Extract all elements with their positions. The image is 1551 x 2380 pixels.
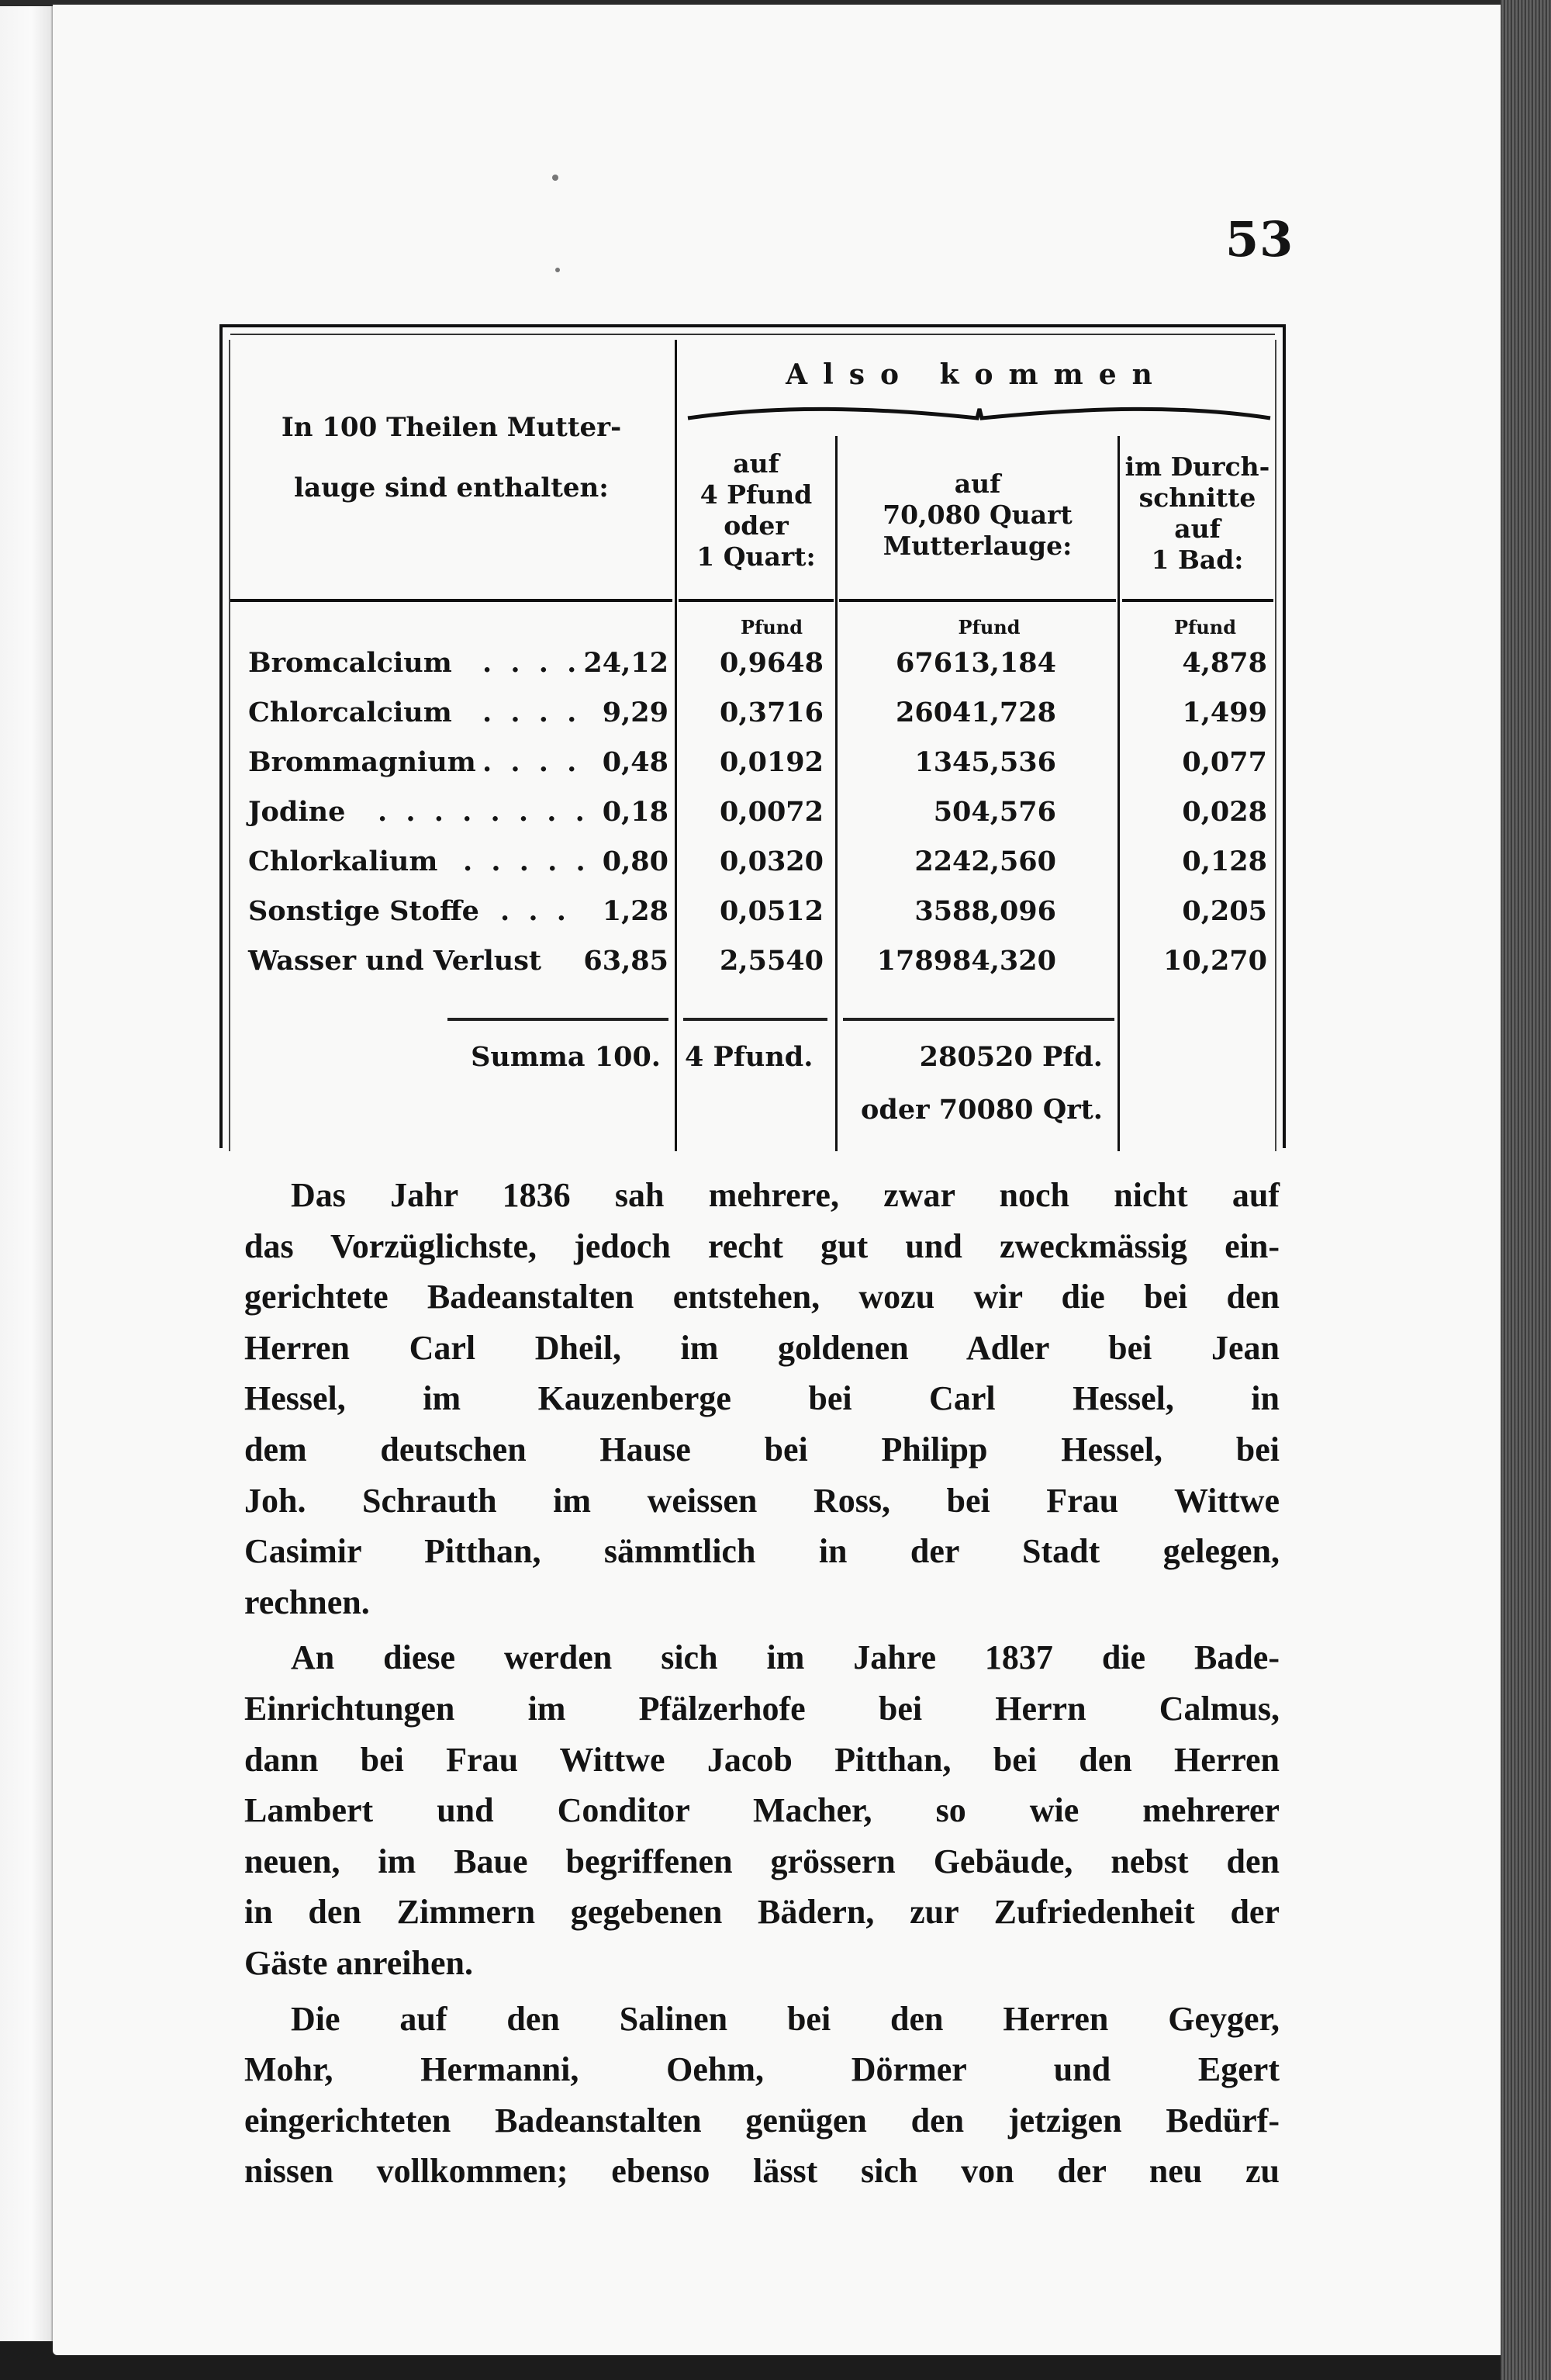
ink-speck <box>555 268 560 272</box>
text-line: dem deutschen Hause bei Philipp Hessel, bei <box>244 1430 1280 1468</box>
header-rule <box>230 599 672 602</box>
sum-rule <box>683 1018 827 1021</box>
value-per-70080-quart: 26041,728 <box>895 697 1056 728</box>
table-row <box>223 690 1289 740</box>
substance-name: Jodine <box>248 796 346 828</box>
column-header-line: auf <box>733 448 779 479</box>
column-header-line: im Durch- <box>1124 451 1270 482</box>
table-row <box>223 939 1289 988</box>
table-row <box>223 839 1289 889</box>
summary-total-pfund: 280520 Pfd. <box>919 1041 1103 1073</box>
value-per-70080-quart: 67613,184 <box>895 647 1056 679</box>
substance-name: Bromcalcium <box>248 647 452 679</box>
column-header-line: 4 Pfund <box>700 479 813 510</box>
substance-name: Brommagnium <box>248 746 476 778</box>
value-per-70080-quart: 2242,560 <box>914 846 1056 877</box>
header-rule <box>679 599 834 602</box>
column-header-line: oder <box>724 510 789 541</box>
value-per-bad: 1,499 <box>1182 697 1267 728</box>
value-per-100: 9,29 <box>602 697 668 728</box>
value-per-100: 0,48 <box>602 746 668 778</box>
value-per-4-pfund: 0,0192 <box>720 746 824 778</box>
column-header-line: Mutterlauge: <box>883 531 1073 561</box>
substance-name: Chlorcalcium <box>248 697 452 728</box>
value-per-bad: 4,878 <box>1182 647 1267 679</box>
paragraph-salinen <box>244 1994 1280 2197</box>
text-line: gerichtete Badeanstalten entstehen, wozu wir die bei den <box>244 1278 1280 1316</box>
value-per-100: 0,80 <box>602 846 668 877</box>
header-rule <box>1122 599 1273 602</box>
substance-name: Wasser und Verlust <box>248 945 542 977</box>
summary-label: Summa 100. <box>471 1041 661 1073</box>
column-header-line: 1 Bad: <box>1151 545 1244 575</box>
text-line: in den Zimmern gegebenen Bädern, zur Zufriedenheit der <box>244 1893 1280 1932</box>
header-label-line: lauge sind enthalten: <box>294 472 609 503</box>
unit-label: Pfund <box>740 616 803 638</box>
column-header-line: auf <box>954 469 1001 499</box>
unit-label: Pfund <box>958 616 1021 638</box>
table-row <box>223 740 1289 790</box>
column-header-line: 70,080 Quart <box>883 500 1073 530</box>
value-per-100: 24,12 <box>583 647 668 679</box>
text-line: rechnen. <box>244 1583 370 1621</box>
text-line: Herren Carl Dheil, im goldenen Adler bei Jean <box>244 1328 1280 1367</box>
text-line: Die auf den Salinen bei den Herren Geyger, <box>291 1999 1280 2038</box>
value-per-70080-quart: 178984,320 <box>876 945 1056 977</box>
value-per-70080-quart: 1345,536 <box>914 746 1056 778</box>
value-per-100: 0,18 <box>602 796 668 828</box>
page-stack-edge <box>1501 0 1551 2380</box>
body-text <box>244 1170 1280 2197</box>
text-line: eingerichteten Badeanstalten genügen den jetzigen Bedürf- <box>244 2101 1280 2140</box>
value-per-70080-quart: 504,576 <box>933 796 1056 828</box>
unit-label: Pfund <box>1173 616 1237 638</box>
table-double-rule <box>230 334 1275 335</box>
leader-dots: . . . <box>500 895 571 927</box>
text-line: Das Jahr 1836 sah mehrere, zwar noch nicht auf <box>291 1176 1280 1214</box>
value-per-100: 1,28 <box>602 895 668 927</box>
value-per-4-pfund: 0,0512 <box>720 895 824 927</box>
value-per-4-pfund: 2,5540 <box>720 945 824 977</box>
summary-4-pfund: 4 Pfund. <box>685 1041 813 1073</box>
value-per-bad: 0,128 <box>1182 846 1267 877</box>
value-per-bad: 10,270 <box>1163 945 1267 977</box>
text-line: An diese werden sich im Jahre 1837 die Bade- <box>291 1638 1280 1677</box>
substance-name: Chlorkalium <box>248 846 438 877</box>
leader-dots: . . . . <box>482 746 582 778</box>
summary-total-quart: oder 70080 Qrt. <box>861 1094 1103 1126</box>
text-line: Hessel, im Kauzenberge bei Carl Hessel, in <box>244 1379 1280 1418</box>
header-rule <box>839 599 1116 602</box>
leader-dots: . . . . . <box>463 846 590 877</box>
substance-name: Sonstige Stoffe <box>248 895 479 927</box>
leader-dots: . . . . <box>482 647 582 679</box>
text-line: Lambert und Conditor Macher, so wie mehrerer <box>244 1791 1280 1830</box>
leader-dots: . . . . <box>482 697 582 728</box>
text-line: neuen, im Baue begriffenen grössern Gebäude, nebst den <box>244 1842 1280 1880</box>
column-header-line: 1 Quart: <box>696 541 816 572</box>
brace-icon <box>686 401 1272 424</box>
paragraph-1836 <box>244 1170 1280 1628</box>
column-header-line: schnitte <box>1138 483 1256 513</box>
table-row <box>223 889 1289 939</box>
column-header-70080-quart <box>838 436 1117 562</box>
paragraph-1837 <box>244 1632 1280 1988</box>
ink-speck <box>552 175 558 181</box>
composition-table <box>219 324 1286 1148</box>
column-header-line: auf <box>1174 514 1221 544</box>
text-line: Einrichtungen im Pfälzerhofe bei Herrn Calmus, <box>244 1689 1280 1728</box>
value-per-4-pfund: 0,0072 <box>720 796 824 828</box>
value-per-bad: 0,077 <box>1182 746 1267 778</box>
text-line: dann bei Frau Wittwe Jacob Pitthan, bei den Herren <box>244 1740 1280 1779</box>
header-label <box>230 397 672 518</box>
leader-dots: . . . . . . . . <box>378 796 589 828</box>
text-line: Casimir Pitthan, sämmtlich in der Stadt gelegen, <box>244 1532 1280 1571</box>
column-header-4-pfund <box>677 436 835 573</box>
text-line: Mohr, Hermanni, Oehm, Dörmer und Egert <box>244 2050 1280 2089</box>
sum-rule <box>843 1018 1114 1021</box>
table-row <box>223 641 1289 690</box>
value-per-4-pfund: 0,9648 <box>720 647 824 679</box>
text-line: nissen vollkommen; ebenso lässt sich von der neu zu <box>244 2152 1280 2191</box>
value-per-100: 63,85 <box>583 945 668 977</box>
value-per-bad: 0,205 <box>1182 895 1267 927</box>
value-per-70080-quart: 3588,096 <box>914 895 1056 927</box>
column-header-per-bad <box>1120 436 1275 576</box>
sum-rule <box>447 1018 668 1021</box>
facing-page-edge <box>0 6 53 2341</box>
value-per-bad: 0,028 <box>1182 796 1267 828</box>
table-row <box>223 790 1289 839</box>
group-header: Also kommen <box>786 358 1168 391</box>
value-per-4-pfund: 0,0320 <box>720 846 824 877</box>
page-number: 53 <box>1225 211 1294 268</box>
text-line: Joh. Schrauth im weissen Ross, bei Frau Wittwe <box>244 1481 1280 1520</box>
value-per-4-pfund: 0,3716 <box>720 697 824 728</box>
header-label-line: In 100 Theilen Mutter- <box>281 412 622 443</box>
text-line: Gäste anreihen. <box>244 1943 473 1982</box>
text-line: das Vorzüglichste, jedoch recht gut und zweckmässig ein- <box>244 1226 1280 1265</box>
